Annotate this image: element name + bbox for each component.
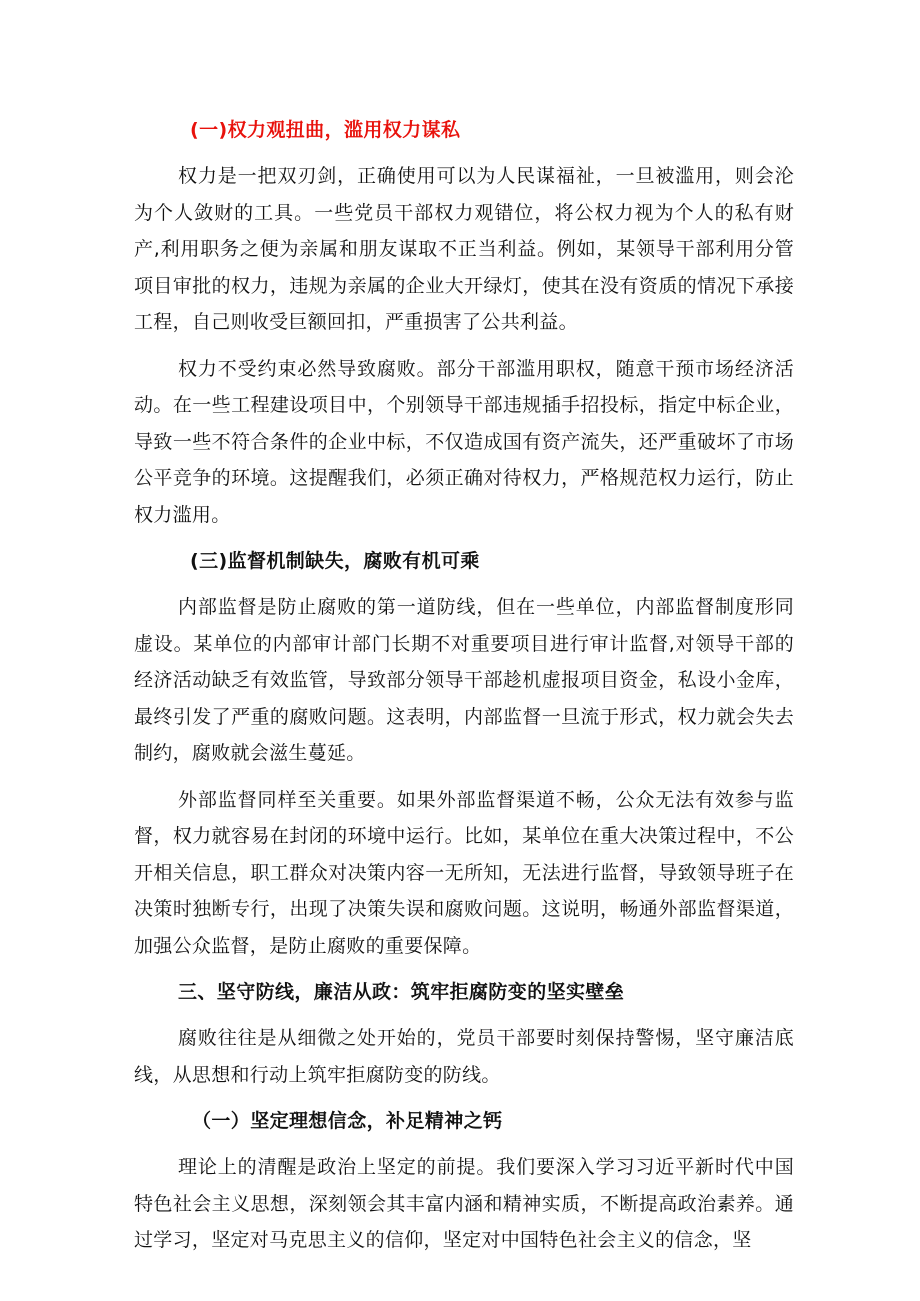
section-heading-firm-ideals: （一）坚定理想信念，补足精神之钙 [192, 1110, 503, 1132]
paragraph-internal-supervision: 内部监督是防止腐败的第一道防线，但在一些单位，内部监督制度形同虚设。某单位的内部审计部门长期不对重要项目进行审计监督,对领导干部的经济活动缺乏有效监管，导致部分领导干部趁机虚报项目资金，私设小金库，最终引发了严重的腐败问题。这表明，内部监督一旦流于形式，权力就会失去制约，腐败就会滋生蔓延。 [134, 596, 794, 764]
document-body [134, 112, 794, 1259]
section-heading-power-distortion: (一)权力观扭曲，滥用权力谋私 [190, 119, 461, 141]
paragraph-unchecked-power: 权力不受约束必然导致腐败。部分干部滥用职权，随意干预市场经济活动。在一些工程建设项目中，个别领导干部违规插手招投标，指定中标企业，导致一些不符合条件的企业中标，不仅造成国有资产流失，还严重破坏了市场公平竞争的环境。这提醒我们，必须正确对待权力，严格规范权力运行，防止权力滥用。 [134, 357, 794, 526]
paragraph-theoretical-clarity: 理论上的清醒是政治上坚定的前提。我们要深入学习习近平新时代中国特色社会主义思想，深刻领会其丰富内涵和精神实质，不断提高政治素养。通过学习，坚定对马克思主义的信仰，坚定对中国特色社会主义的信念，坚 [134, 1156, 794, 1251]
section-heading-supervision-lacking: (三)监督机制缺失，腐败有机可乘 [190, 550, 480, 572]
paragraph-corruption-starts-small: 腐败往往是从细微之处开始的，党员干部要时刻保持警惕，坚守廉洁底线，从思想和行动上筑牢拒腐防变的防线。 [134, 1027, 794, 1086]
paragraph-external-supervision: 外部监督同样至关重要。如果外部监督渠道不畅，公众无法有效参与监督，权力就容易在封闭的环境中运行。比如，某单位在重大决策过程中，不公开相关信息，职工群众对决策内容一无所知，无法进行监督，导致领导班子在决策时独断专行，出现了决策失误和腐败问题。这说明，畅通外部监督渠道，加强公众监督，是防止腐败的重要保障。 [134, 788, 794, 957]
section-heading-guard-defenses: 三、坚守防线，廉洁从政：筑牢拒腐防变的坚实壁垒 [178, 981, 625, 1003]
paragraph-power-double-edged: 权力是一把双刃剑，正确使用可以为人民谋福祉，一旦被滥用，则会沦为个人敛财的工具。一些党员干部权力观错位，将公权力视为个人的私有财产,利用职务之便为亲属和朋友谋取不正当利益。例如，某领导干部利用分管项目审批的权力，违规为亲属的企业大开绿灯，使其在没有资质的情况下承接工程，自己则收受巨额回扣，严重损害了公共利益。 [134, 165, 794, 333]
